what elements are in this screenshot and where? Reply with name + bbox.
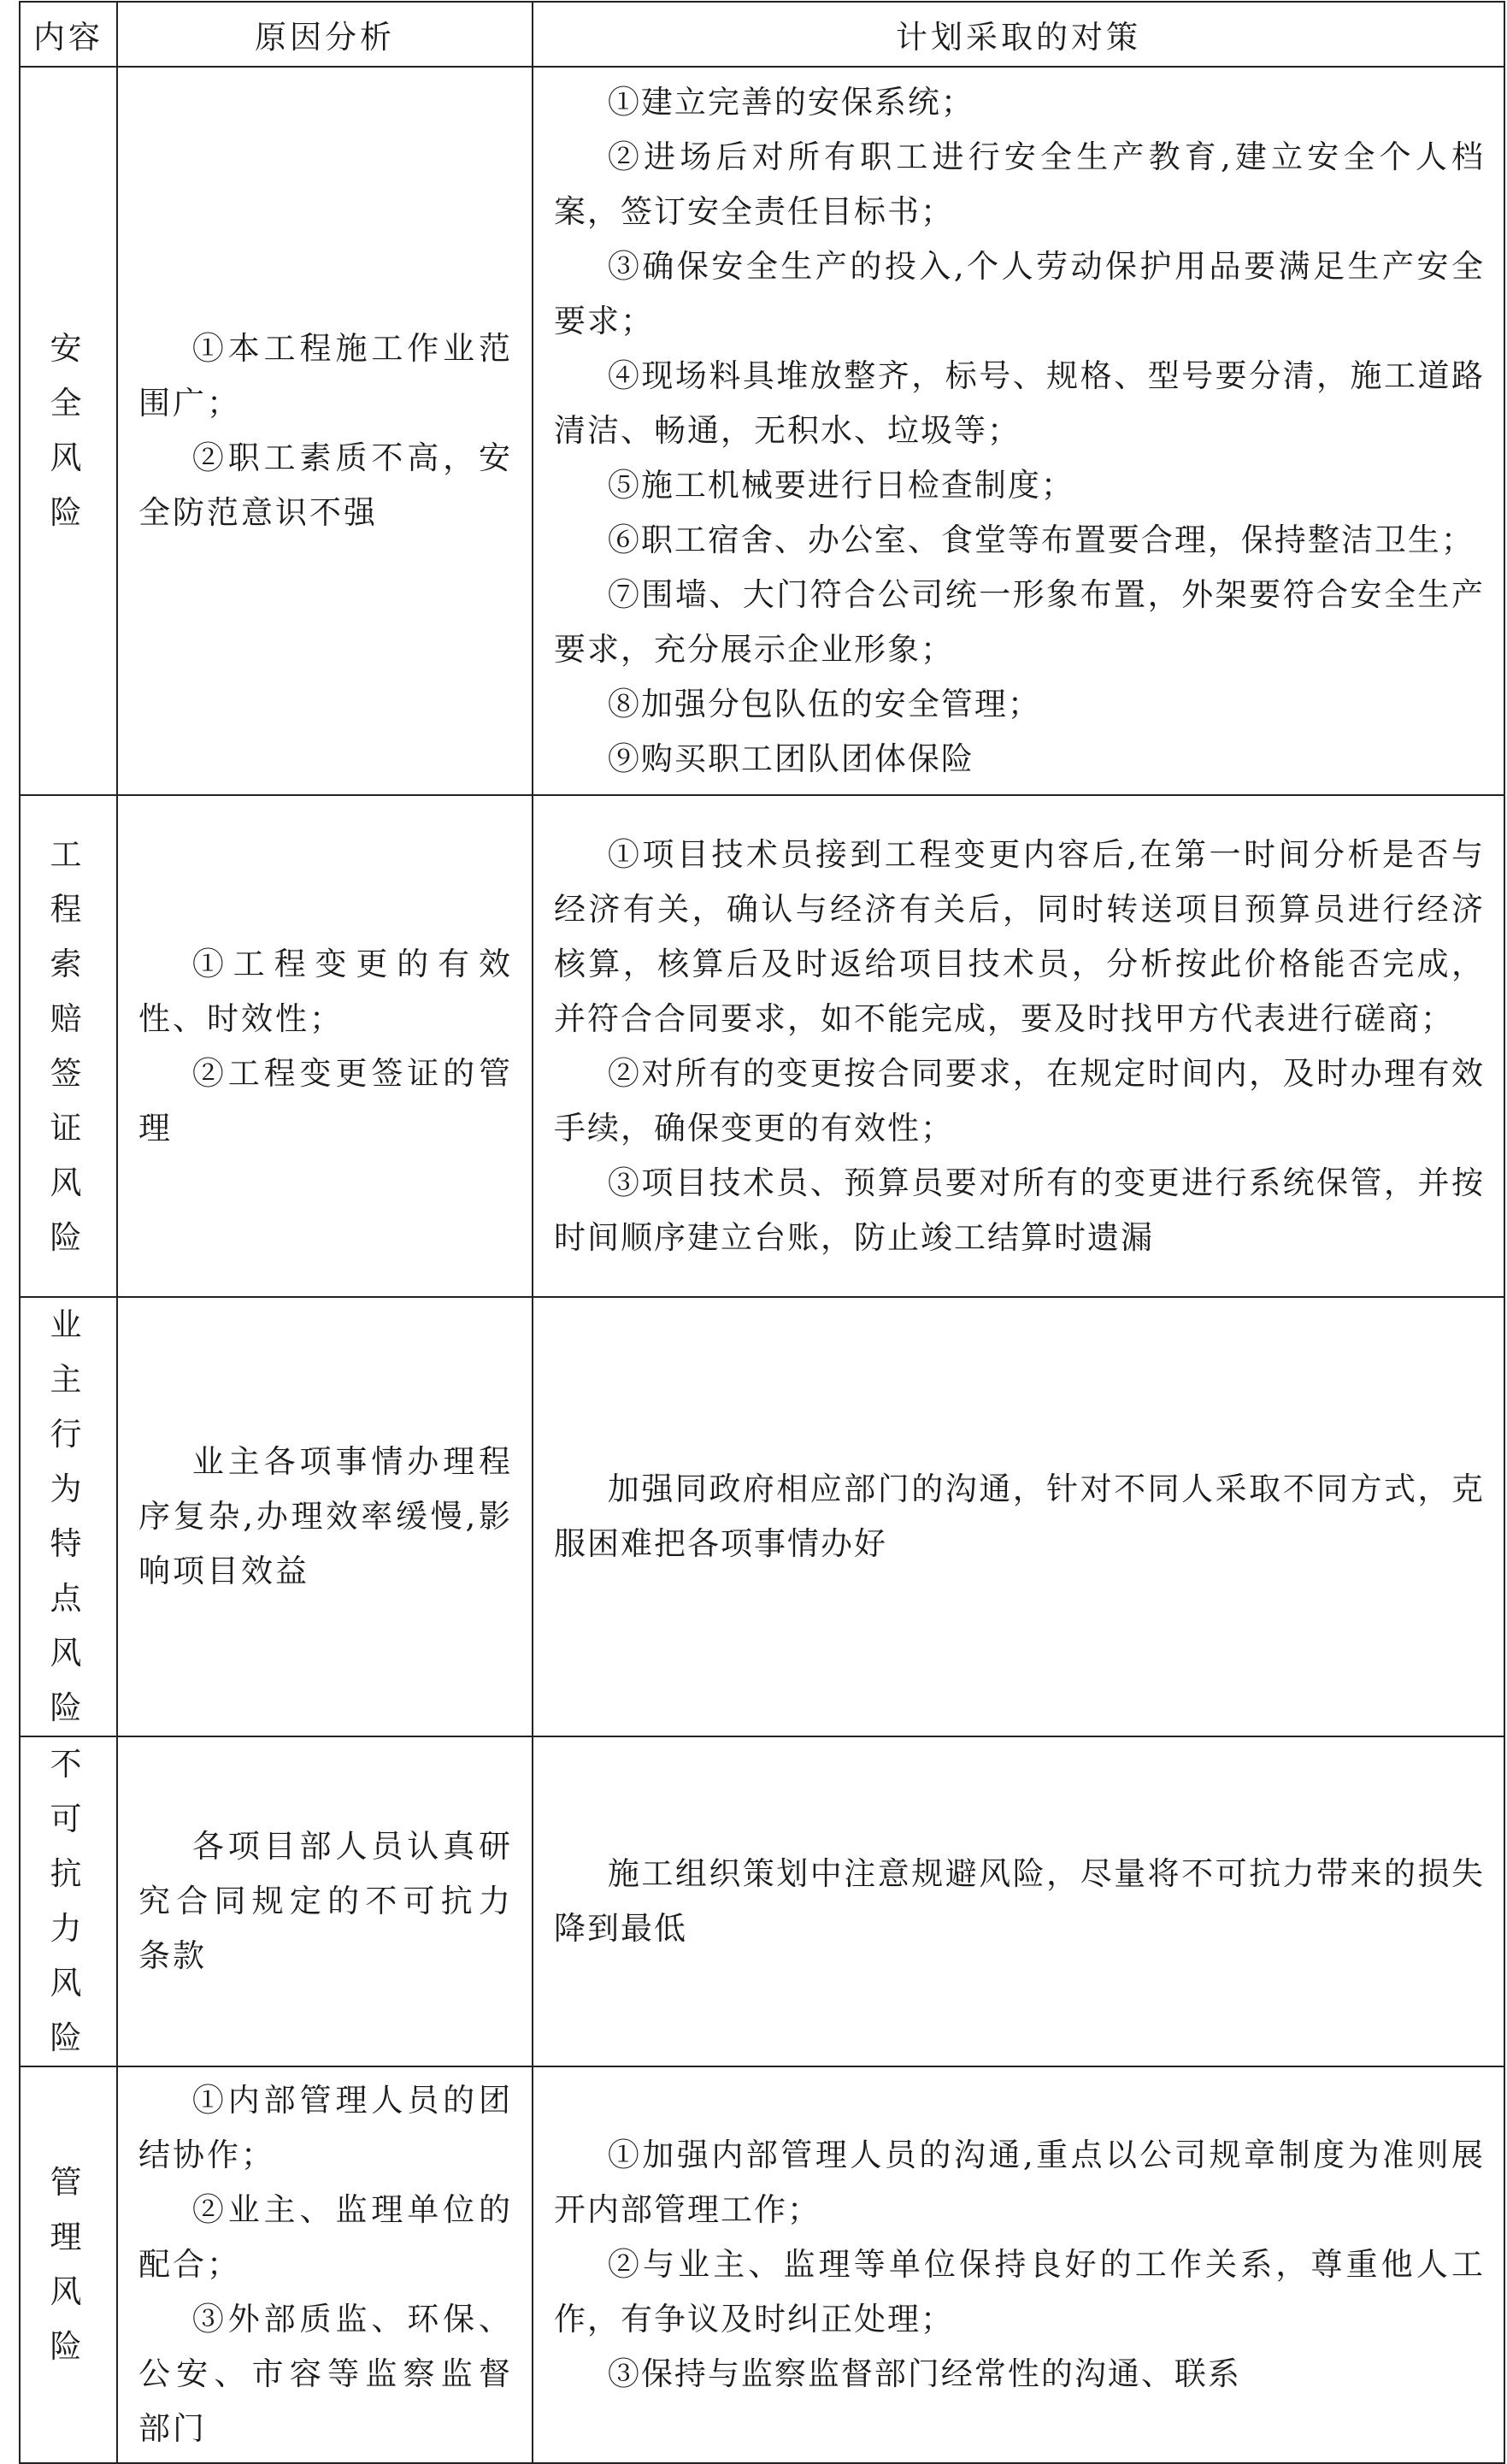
risk-table xyxy=(19,1,1505,2464)
category-cell xyxy=(20,1297,117,1736)
cause-cell xyxy=(117,67,533,795)
table-row xyxy=(20,1736,1504,2066)
countermeasure-item: ①项目技术员接到工程变更内容后,在第一时间分析是否与经济有关，确认与经济有关后，同时转送项目预算员进行经济核算，核算后及时返给项目技术员，分析按此价格能否完成，并符合合同要求，如不能完成，要及时找甲方代表进行磋商； xyxy=(554,835,1485,1037)
category-cell xyxy=(20,67,117,795)
category-label: 工程索赔签证风险 xyxy=(50,835,87,1256)
countermeasure-cell xyxy=(533,2066,1504,2463)
countermeasure-cell xyxy=(533,67,1504,795)
cause-cell xyxy=(117,2066,533,2463)
table-row xyxy=(20,1297,1504,1736)
countermeasure-item: ②与业主、监理等单位保持良好的工作关系，尊重他人工作，有争议及时纠正处理； xyxy=(554,2246,1485,2337)
cause-cell xyxy=(117,1736,533,2066)
countermeasure-item: ⑦围墙、大门符合公司统一形象布置，外架要符合安全生产要求，充分展示企业形象； xyxy=(554,576,1485,668)
countermeasure-item: ③确保安全生产的投入,个人劳动保护用品要满足生产安全要求； xyxy=(554,248,1485,339)
category-cell xyxy=(20,795,117,1297)
cause-item: 各项目部人员认真研究合同规定的不可抗力条款 xyxy=(138,1828,513,1974)
countermeasure-item: 施工组织策划中注意规避风险，尽量将不可抗力带来的损失降到最低 xyxy=(554,1855,1485,1947)
category-cell xyxy=(20,1736,117,2066)
countermeasure-item: ⑤施工机械要进行日检查制度； xyxy=(607,467,1074,504)
category-cell xyxy=(20,2066,117,2463)
category-label: 不可抗力风险 xyxy=(50,1746,87,2056)
category-label: 业主行为特点风险 xyxy=(50,1306,87,1726)
countermeasure-item: 加强同政府相应部门的沟通，针对不同人采取不同方式，克服困难把各项事情办好 xyxy=(554,1471,1485,1562)
countermeasure-item: ①加强内部管理人员的沟通,重点以公司规章制度为准则展开内部管理工作； xyxy=(554,2137,1485,2228)
cause-item: ②业主、监理单位的配合； xyxy=(138,2191,513,2283)
cause-item: ①内部管理人员的团结协作； xyxy=(138,2082,513,2173)
countermeasure-item: ⑥职工宿舍、办公室、食堂等布置要合理，保持整洁卫生； xyxy=(607,522,1475,558)
countermeasure-item: ③项目技术员、预算员要对所有的变更进行系统保管，并按时间顺序建立台账，防止竣工结算时遗漏 xyxy=(554,1164,1485,1256)
cause-item: ②职工素质不高，安全防范意识不强 xyxy=(138,439,513,531)
table-row xyxy=(20,67,1504,795)
countermeasure-cell xyxy=(533,1736,1504,2066)
table-row xyxy=(20,795,1504,1297)
cause-cell xyxy=(117,1297,533,1736)
countermeasure-item: ⑧加强分包队伍的安全管理； xyxy=(607,686,1041,722)
countermeasure-item: ①建立完善的安保系统； xyxy=(607,84,974,121)
table-row xyxy=(20,2066,1504,2463)
countermeasure-item: ②对所有的变更按合同要求，在规定时间内，及时办理有效手续，确保变更的有效性； xyxy=(554,1054,1485,1147)
category-label: 安全风险 xyxy=(50,330,87,531)
countermeasure-item: ②进场后对所有职工进行安全生产教育,建立安全个人档案，签订安全责任目标书； xyxy=(554,139,1485,230)
cause-item: ①工程变更的有效性、时效性； xyxy=(138,945,513,1037)
header-content: 内容 xyxy=(20,2,117,67)
cause-cell xyxy=(117,795,533,1297)
header-cause-analysis: 原因分析 xyxy=(117,2,533,67)
countermeasure-cell xyxy=(533,795,1504,1297)
cause-item: ③外部质监、环保、公安、市容等监察监督部门 xyxy=(138,2301,513,2447)
countermeasure-item: ③保持与监察监督部门经常性的沟通、联系 xyxy=(607,2355,1241,2392)
countermeasure-item: ⑨购买职工团队团体保险 xyxy=(607,740,974,777)
document-page xyxy=(19,0,1506,2447)
category-label: 管理风险 xyxy=(50,2164,87,2365)
cause-item: 业主各项事情办理程序复杂,办理效率缓慢,影响项目效益 xyxy=(138,1443,513,1589)
header-countermeasures: 计划采取的对策 xyxy=(533,2,1504,67)
table-header-row xyxy=(20,2,1504,67)
cause-item: ②工程变更签证的管理 xyxy=(138,1054,513,1147)
countermeasure-cell xyxy=(533,1297,1504,1736)
cause-item: ①本工程施工作业范围广； xyxy=(138,330,513,421)
countermeasure-item: ④现场料具堆放整齐，标号、规格、型号要分清，施工道路清洁、畅通，无积水、垃圾等； xyxy=(554,357,1485,449)
